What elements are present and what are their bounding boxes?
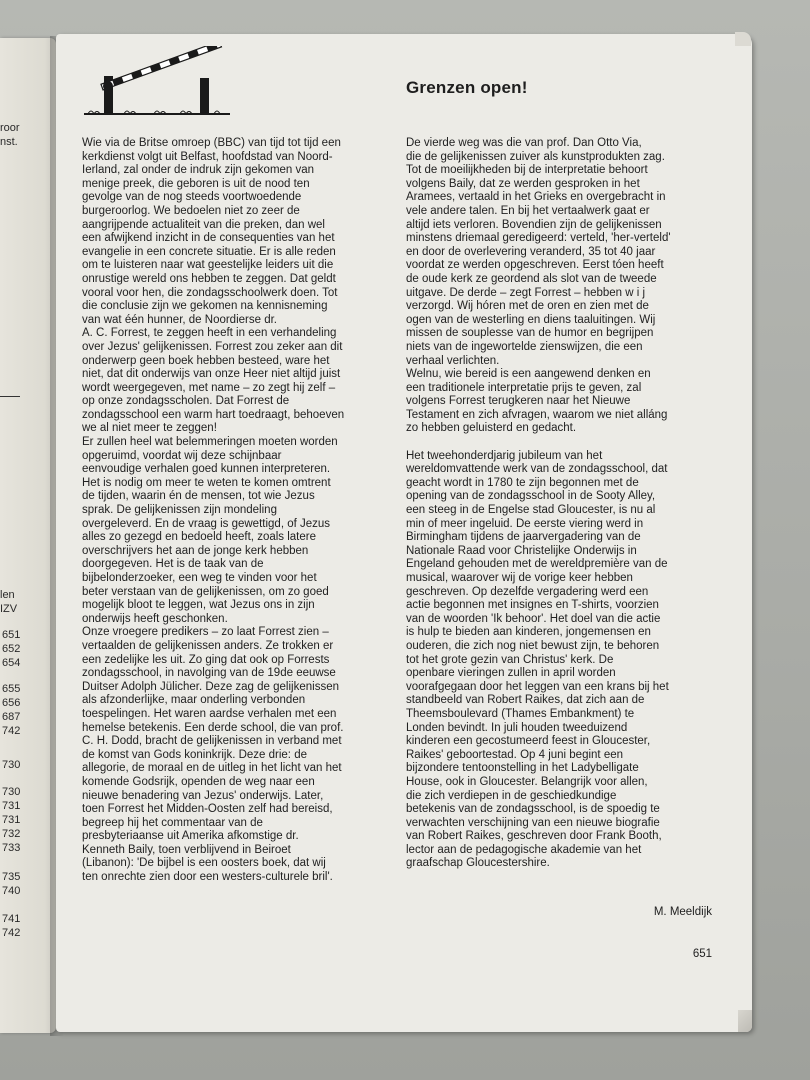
previous-page-number: 730: [2, 759, 21, 771]
previous-page-number: 654: [2, 657, 21, 669]
previous-page-fragment: len: [0, 589, 15, 601]
page-corner-curl: [738, 1010, 752, 1032]
previous-page-rule: [0, 396, 20, 397]
page-corner-curl: [735, 32, 751, 46]
previous-page-fragment: IZV: [0, 603, 18, 615]
previous-page-number: 652: [2, 643, 21, 655]
previous-page-number: 656: [2, 697, 21, 709]
article-left-column: Wie via de Britse omroep (BBC) van tijd tot tijd een kerkdienst volgt uit Belfast, hoofdstad van Noord- Ierland, zal onder de indruk zijn gekomen van menige preek, die geboren is uit de nood ten gevolge van de nog steeds voortwoedende burgeroorlog. We bedoelen niet zo zeer de aangrijpende actualiteit van die preken, dan wel een afwijkend inzicht in de consequenties van het evangelie in een concrete situatie. Er is alle reden om te luisteren naar wat geestelijke leiders uit die onrustige wereld ons hebben te zeggen. Dat geldt vooral voor hen, die zondagsschoolwerk doen. Tot die conclusie zijn we gekomen na kennisneming van wat één hunner, de Noordierse dr. A. C. Forrest, te zeggen heeft in een verhandeling over Jezus' gelijkenissen. Forrest zou zeker aan dit onderwerp geen boek hebben besteed, ware het niet, dat dit onderwijs van onze Heer niet altijd juist wordt weergegeven, met name – zo zegt hij zelf – op onze zondagsscholen. Dat Forrest de zondagsschool een warm hart toedraagt, behoeven we al niet meer te zeggen! Er zullen heel wat belemmeringen moeten worden opgeruimd, voordat wij deze schijnbaar eenvoudige verhalen goed kunnen interpreteren. Het is nodig om meer te weten te komen omtrent de tijden, waarin én de mensen, tot wie Jezus sprak. De gelijkenissen zijn mondeling overgeleverd. En de vraag is gewettigd, of Jezus alles zo gezegd en bedoeld heeft, zoals latere overschrijvers het aan de jonge kerk hebben doorgegeven. Het is de taak van de bijbelonderzoeker, een weg te vinden voor het beter verstaan van de gelijkenissen, om zo goed mogelijk bloot te leggen, wat Jezus ons in zijn onderwijs heeft geschonken. Onze vroegere predikers – zo laat Forrest zien – vertaalden de gelijkenissen anders. Ze trokken er een zedelijke les uit. Zo ging dat ook op Forrests zondagsschool, in navolging van de 19de eeuwse Duitser Adolph Jülicher. Deze zag de gelijkenissen als afzonderlijke, maar onderling verbonden toespelingen. Het waren aardse verhalen met een hemelse betekenis. Een derde school, die van prof. C. H. Dodd, bracht de gelijkenissen in verband met de komst van Gods koninkrijk. Deze drie: de allegorie, de moraal en de uitleg in het licht van het komende Godsrijk, openden de weg naar een nieuwe benadering van Jezus' onderwijs. Later, toen Forrest het Midden-Oosten zelf had bereisd, begreep hij het commentaar van de presbyteriaanse uit Amerika afkomstige dr. Kenneth Baily, toen verblijvend in Beiroet (Libanon): 'De bijbel is een oosters boek, dat wij ten onrechte zien door een westers-culturele bril'.: [82, 137, 345, 884]
article-title: Grenzen open!: [406, 78, 528, 97]
previous-page-number: 733: [2, 842, 21, 854]
previous-page-fragment: roor: [0, 122, 20, 134]
previous-page-number: 730: [2, 786, 21, 798]
article-right-column: De vierde weg was die van prof. Dan Otto Via, die de gelijkenissen zuiver als kunstprodukten zag. Tot de moeilijkheden bij de interpretatie behoort volgens Baily, dat ze werden gesproken in het Aramees, vertaald in het Grieks en overgebracht in vele andere talen. En bij het vertaalwerk gaat er altijd iets verloren. Bovendien zijn de gelijkenissen minstens driemaal geredigeerd: verteld, 'her-verteld' en door de overlevering veranderd, 35 tot 40 jaar voordat ze werden opgeschreven. Eerst tóen heeft de oude kerk ze geordend als slot van de tweede uitgave. De derde – zegt Forrest – hebben w i j verzorgd. Wij hóren met de oren en zien met de ogen van de westerling en diens taaluitingen. Wij missen de souplesse van de humor en begrijpen niets van de ingewortelde zienswijzen, die een verhaal verlichten. Welnu, wie bereid is een aangewend denken en een traditionele interpretatie prijs te geven, zal volgens Forrest terugkeren naar het Nieuwe Testament en zich afvragen, waarom we niet alláng zo hebben geluisterd en gedacht. Het tweehonderdjarig jubileum van het wereldomvattende werk van de zondagsschool, dat geacht wordt in 1780 te zijn begonnen met de opening van de zondagsschool in de Sooty Alley, een steeg in de Engelse stad Gloucester, is nu al min of meer ingeluid. De eerste viering werd in Birmingham tijdens de jaarvergadering van de Nationale Raad voor Christelijke Onderwijs in Engeland gehouden met de wereldpremière van de musical, waarover wij de vorige keer hebben geschreven. Op dezelfde vergadering werd een actie begonnen met insignes en T-shirts, voorzien van de woorden 'Ik behoor'. Het doel van die actie is hulp te bieden aan kinderen, jongemensen en ouderen, die zich nog niet bewust zijn, te behoren tot het grote gezin van Christus' kerk. De openbare vieringen zullen in april worden voorafgegaan door het leggen van een krans bij het standbeeld van Robert Raikes, dat zich aan de Theemsboulevard (Thames Embankment) te Londen bevindt. In juli houden tweeduizend kinderen een gecostumeerd feest in Gloucester, Raikes' geboortestad. Op 4 juni begint een bijzondere tentoonstelling in het Ladybelligate House, ook in Gloucester. Belangrijk voor allen, die zich verdiepen in de geschiedkundige betekenis van de zondagsschool, is de spoedig te verwachten verschijning van een nieuwe biografie van Robert Raikes, geschreven door Frank Booth, lector aan de pedagogische akademie van het graafschap Gloucestershire.: [406, 137, 671, 870]
previous-page-edge: [0, 38, 56, 1033]
article-page: [56, 34, 752, 1032]
page-number: 651: [692, 948, 712, 960]
previous-page-fragment: nst.: [0, 136, 18, 148]
author-signature: M. Meeldijk: [653, 906, 712, 918]
previous-page-number: 655: [2, 683, 21, 695]
previous-page-number: 651: [2, 629, 21, 641]
previous-page-number: 742: [2, 927, 21, 939]
previous-page-number: 741: [2, 913, 21, 925]
previous-page-number: 731: [2, 814, 21, 826]
barrier-gate-icon: [84, 46, 230, 118]
previous-page-number: 735: [2, 871, 21, 883]
previous-page-number: 732: [2, 828, 21, 840]
previous-page-number: 740: [2, 885, 21, 897]
previous-page-number: 687: [2, 711, 21, 723]
previous-page-number: 731: [2, 800, 21, 812]
previous-page-number: 742: [2, 725, 21, 737]
